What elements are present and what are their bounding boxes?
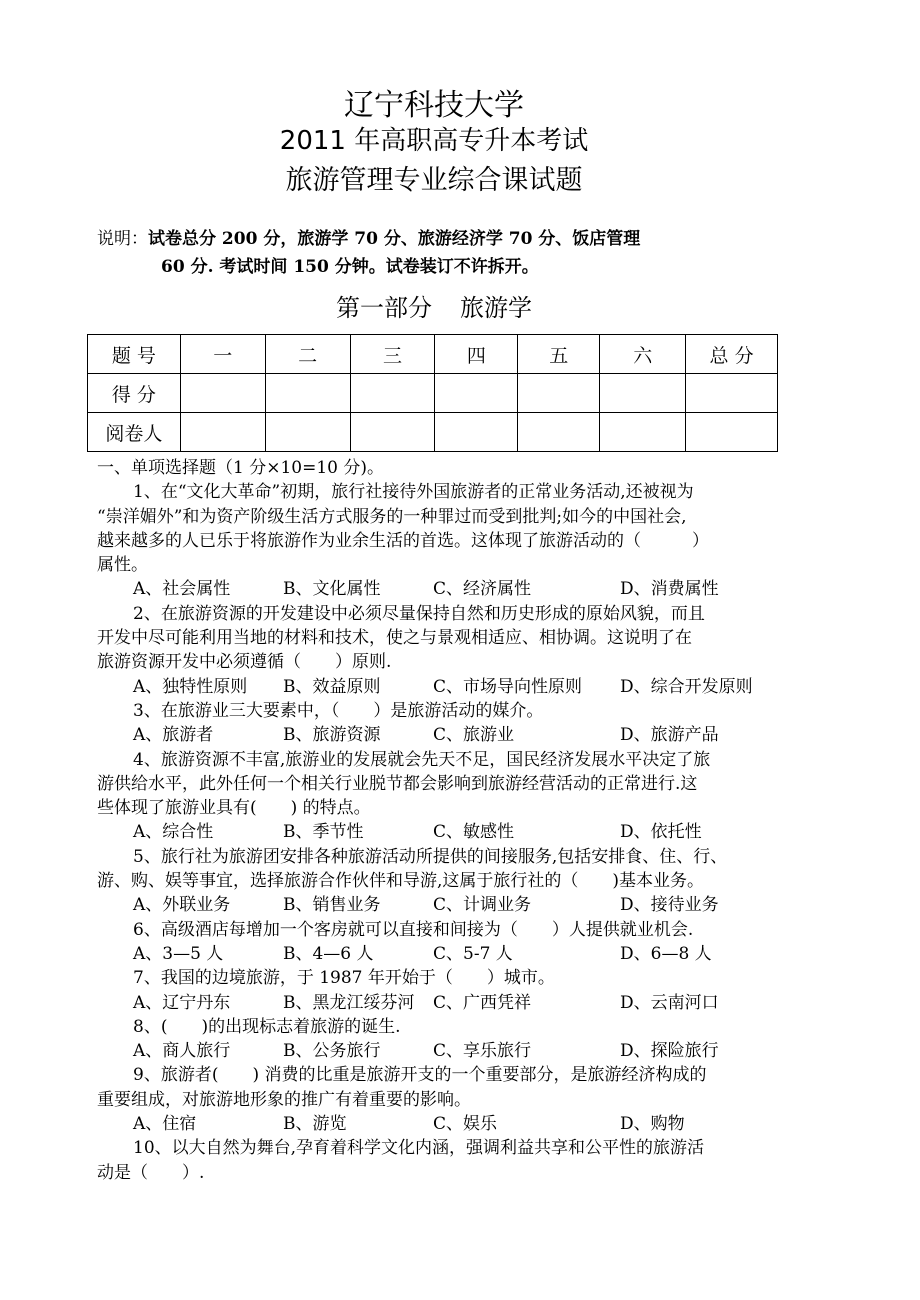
score-cell[interactable]: [518, 374, 600, 413]
option: C、市场导向性原则: [433, 676, 583, 697]
score-cell[interactable]: [350, 374, 435, 413]
option: C、娱乐: [433, 1114, 498, 1135]
header-cell: 总 分: [686, 335, 778, 374]
options-row: [97, 942, 797, 966]
options-row: [97, 893, 797, 917]
option: B、销售业务: [283, 895, 381, 916]
row-label: 阅卷人: [88, 413, 181, 452]
question-text: 8、( )的出现标志着旅游的诞生.: [133, 1016, 401, 1037]
options-row: [97, 820, 797, 844]
options-row: [97, 723, 797, 747]
question-text: 3、在旅游业三大要素中，（ ）是旅游活动的媒介。: [133, 700, 544, 721]
question-text: 6、高级酒店每增加一个客房就可以直接和间接为（ ）人提供就业机会.: [133, 919, 694, 940]
option: C、经济属性: [433, 579, 532, 600]
score-cell[interactable]: [180, 374, 265, 413]
question-text: 游、购、娱等事宜，选择旅游合作伙伴和导游,这属于旅行社的（ )基本业务。: [97, 871, 705, 892]
option: B、效益原则: [283, 676, 381, 697]
option: C、敏感性: [433, 822, 515, 843]
score-cell[interactable]: [265, 374, 350, 413]
question-text: 1、在“文化大革命”初期，旅行社接待外国旅游者的正常业务活动,还被视为: [133, 482, 694, 503]
question-text: 2、在旅游资源的开发建设中必须尽量保持自然和历史形成的原始风貌，而且: [133, 603, 705, 624]
options-row: [97, 1112, 797, 1136]
header-cell: 题 号: [88, 335, 181, 374]
subject-title: 旅游管理专业综合课试题: [285, 165, 583, 196]
instructions-label: 说明：: [97, 229, 148, 249]
option: B、4—6 人: [283, 943, 374, 964]
option: B、游览: [283, 1114, 347, 1135]
instructions-line1: 试卷总分 200 分，旅游学 70 分、旅游经济学 70 分、饭店管理: [148, 229, 641, 249]
question-text: 开发中尽可能利用当地的材料和技术，使之与景观相适应、相协调。这说明了在: [97, 628, 692, 649]
score-cell[interactable]: [435, 413, 518, 452]
table-row: [88, 413, 778, 452]
option: A、独特性原则: [133, 676, 248, 697]
question-text: 5、旅行社为旅游团安排各种旅游活动所提供的间接服务,包括安排食、住、行、: [133, 846, 728, 867]
score-cell[interactable]: [686, 374, 778, 413]
score-cell[interactable]: [180, 413, 265, 452]
section-title: 一、单项选择题（1 分×10=10 分)。: [97, 458, 385, 478]
header-cell: 二: [265, 335, 350, 374]
question-text: 4、旅游资源不丰富,旅游业的发展就会先天不足，国民经济发展水平决定了旅: [133, 749, 711, 770]
question-section: [97, 456, 797, 1185]
score-cell[interactable]: [350, 413, 435, 452]
option: D、购物: [620, 1114, 685, 1135]
option: C、计调业务: [433, 895, 532, 916]
option: A、住宿: [133, 1114, 197, 1135]
option: D、接待业务: [620, 895, 719, 916]
score-cell[interactable]: [686, 413, 778, 452]
option: A、外联业务: [133, 895, 231, 916]
question-text: 10、以大自然为舞台,孕育着科学文化内涵，强调利益共享和公平性的旅游活: [133, 1138, 705, 1159]
option: D、依托性: [620, 822, 702, 843]
score-cell[interactable]: [435, 374, 518, 413]
option: D、探险旅行: [620, 1041, 719, 1062]
option: A、辽宁丹东: [133, 992, 231, 1013]
question-text: 些体现了旅游业具有( ) 的特点。: [97, 798, 371, 819]
option: D、消费属性: [620, 579, 719, 600]
row-label: 得 分: [88, 374, 181, 413]
options-row: [97, 577, 797, 601]
header-cell: 三: [350, 335, 435, 374]
options-row: [97, 1039, 797, 1063]
option: C、5-7 人: [433, 943, 513, 964]
option: B、公务旅行: [283, 1041, 381, 1062]
option: A、社会属性: [133, 579, 231, 600]
header-cell: 一: [180, 335, 265, 374]
option: B、季节性: [283, 822, 364, 843]
instructions: [97, 224, 640, 249]
header-cell: 四: [435, 335, 518, 374]
option: D、旅游产品: [620, 725, 719, 746]
option: C、旅游业: [433, 725, 515, 746]
option: C、广西凭祥: [433, 992, 532, 1013]
exam-title: 2011 年高职高专升本考试: [279, 126, 589, 156]
options-row: [97, 991, 797, 1015]
option: A、综合性: [133, 822, 214, 843]
header-cell: 五: [518, 335, 600, 374]
university-title: 辽宁科技大学: [344, 88, 524, 123]
option: D、综合开发原则: [620, 676, 753, 697]
table-row: [88, 374, 778, 413]
table-header-row: [88, 335, 778, 374]
option: B、旅游资源: [283, 725, 381, 746]
question-text: “崇洋媚外”和为资产阶级生活方式服务的一种罪过而受到批判;如今的中国社会,: [97, 506, 687, 527]
score-cell[interactable]: [265, 413, 350, 452]
part-title: 旅游学: [460, 294, 532, 322]
part-heading: [0, 288, 868, 323]
option: A、旅游者: [133, 725, 214, 746]
question-text: 越来越多的人已乐于将旅游作为业余生活的首选。这体现了旅游活动的（ ）: [97, 530, 709, 551]
instructions-line2: 60 分. 考试时间 150 分钟。试卷装订不许拆开。: [161, 257, 539, 277]
option: C、享乐旅行: [433, 1041, 532, 1062]
question-text: 9、旅游者( ) 消费的比重是旅游开支的一个重要部分，是旅游经济构成的: [133, 1065, 707, 1086]
options-row: [97, 675, 797, 699]
question-text: 属性。: [97, 555, 148, 576]
part-name: 第一部分: [336, 294, 432, 322]
question-text: 游供给水平，此外任何一个相关行业脱节都会影响到旅游经营活动的正常进行.这: [97, 773, 698, 794]
header-cell: 六: [600, 335, 686, 374]
option: A、3—5 人: [133, 943, 224, 964]
option: D、云南河口: [620, 992, 719, 1013]
score-cell[interactable]: [600, 413, 686, 452]
score-cell[interactable]: [518, 413, 600, 452]
option: D、6—8 人: [620, 943, 712, 964]
option: B、文化属性: [283, 579, 381, 600]
score-cell[interactable]: [600, 374, 686, 413]
question-text: 重要组成，对旅游地形象的推广有着重要的影响。: [97, 1089, 471, 1110]
question-text: 动是（ ）.: [97, 1162, 205, 1183]
score-table: [87, 334, 778, 452]
option: A、商人旅行: [133, 1041, 231, 1062]
question-text: 旅游资源开发中必须遵循（ ）原则.: [97, 652, 392, 673]
question-text: 7、我国的边境旅游，于 1987 年开始于（ ）城市。: [133, 968, 555, 989]
option: B、黑龙江绥芬河: [283, 992, 415, 1013]
